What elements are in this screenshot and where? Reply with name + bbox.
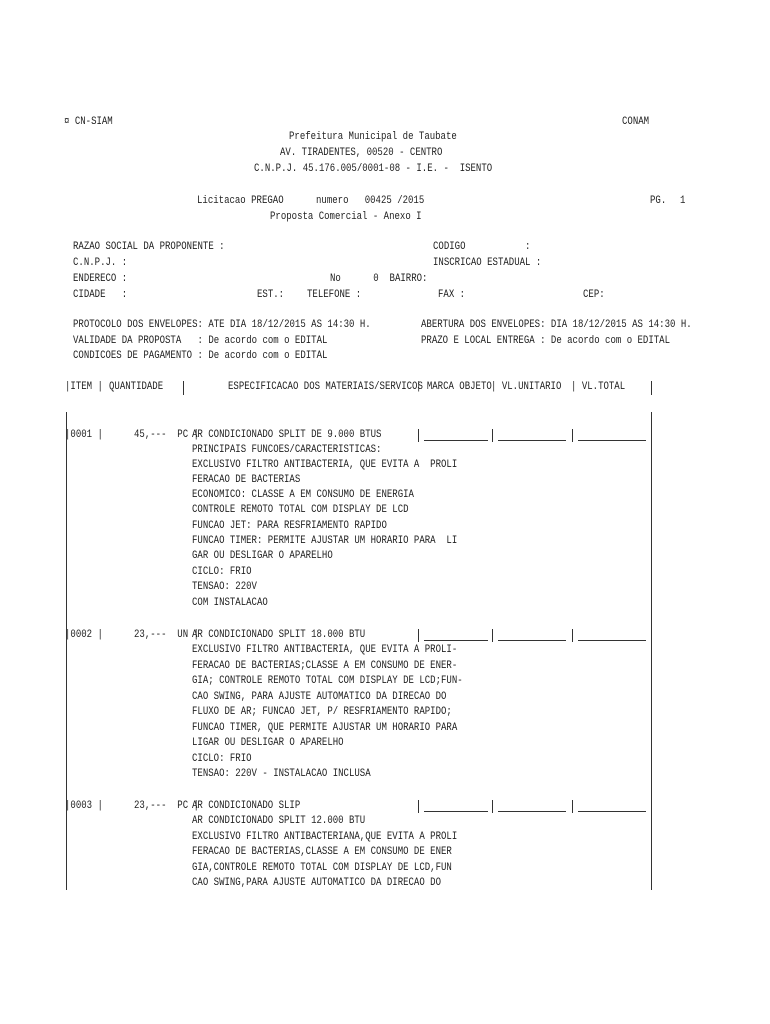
col-header-marca: | MARCA OBJETO [416, 381, 492, 393]
protocolo-line: PROTOCOLO DOS ENVELOPES: ATE DIA 18/12/2015 AS 14:30 H. [73, 319, 371, 331]
endereco-field: ENDERECO : [73, 273, 128, 285]
prazo-line: PRAZO E LOCAL ENTREGA : De acordo com o EDITAL [421, 335, 670, 347]
marca-divider [418, 800, 419, 813]
pagamento-line: CONDICOES DE PAGAMENTO : De acordo com o EDITAL [73, 350, 328, 362]
spec-line: LIGAR OU DESLIGAR O APARELHO [192, 737, 344, 749]
validade-line: VALIDADE DA PROPOSTA : De acordo com o EDITAL [73, 335, 328, 347]
spec-line: FLUXO DE AR; FUNCAO JET, P/ RESFRIAMENTO RAPIDO; [192, 706, 452, 718]
total-blank [578, 440, 646, 441]
bid-modality: Licitacao PREGAO [197, 195, 284, 207]
spec-line: FUNCAO TIMER: PERMITE AJUSTAR UM HORARIO PARA LI [192, 535, 458, 547]
unitario-blank [498, 440, 566, 441]
spec-line: GAR OU DESLIGAR O APARELHO [192, 550, 333, 562]
total-divider [572, 629, 573, 642]
marca-blank [424, 811, 488, 812]
page-number: 1 [680, 195, 686, 207]
item-quantity: 23,--- PC | [134, 800, 199, 812]
spec-line: AR CONDICIONADO SPLIT 12.000 BTU [192, 815, 366, 827]
spec-line: TENSAO: 220V - INSTALACAO INCLUSA [192, 768, 371, 780]
cep-field: CEP: [583, 289, 605, 301]
col-header-quantidade: QUANTIDADE [109, 381, 164, 393]
spec-line: AR CONDICIONADO SPLIT 18.000 BTU [192, 629, 366, 641]
cnpj-field: C.N.P.J. : [73, 257, 128, 269]
bid-subtitle: Proposta Comercial - Anexo I [270, 211, 422, 223]
spec-line: FUNCAO TIMER, QUE PERMITE AJUSTAR UM HORARIO PARA [192, 722, 458, 734]
page-label: PG. [650, 195, 667, 207]
unitario-blank [498, 811, 566, 812]
marca-blank [424, 440, 488, 441]
item-quantity: 23,--- UN | [134, 629, 199, 641]
spec-line: FERACAO DE BACTERIAS [192, 474, 301, 486]
est-field: EST.: [257, 289, 285, 301]
total-divider [572, 800, 573, 813]
spec-line: GIA; CONTROLE REMOTO TOTAL COM DISPLAY DE LCD;FUN- [192, 675, 463, 687]
item-quantity: 45,--- PC | [134, 429, 199, 441]
org-address: AV. TIRADENTES, 00520 - CENTRO [280, 147, 443, 159]
telefone-field: TELEFONE : [307, 289, 362, 301]
marca-divider [418, 629, 419, 642]
fax-field: FAX : [438, 289, 466, 301]
spec-line: FERACAO DE BACTERIAS,CLASSE A EM CONSUMO DE ENER [192, 846, 452, 858]
codigo-field: CODIGO : [433, 241, 531, 253]
item-code: |0003 | [65, 800, 103, 812]
spec-line: PRINCIPAIS FUNCOES/CARACTERISTICAS: [192, 444, 382, 456]
col-header-unitario: | VL.UNITARIO [491, 381, 562, 393]
system-label: ¤ CN-SIAM [64, 116, 113, 128]
spec-line: EXCLUSIVO FILTRO ANTIBACTERIA, QUE EVITA A PROLI [192, 459, 458, 471]
total-divider [572, 429, 573, 442]
bid-number: numero 00425 /2015 [316, 195, 425, 207]
item-code: |0001 | [65, 429, 103, 441]
spec-line: EXCLUSIVO FILTRO ANTIBACTERIA, QUE EVITA A PROLI- [192, 644, 458, 656]
vendor-label: CONAM [622, 116, 650, 128]
razao-social-field: RAZAO SOCIAL DA PROPONENTE : [73, 241, 225, 253]
col-header-item: |ITEM | [65, 381, 103, 393]
col-header-total: | VL.TOTAL [571, 381, 626, 393]
spec-line: CICLO: FRIO [192, 566, 252, 578]
spec-line: COM INSTALACAO [192, 597, 268, 609]
spec-line: CICLO: FRIO [192, 753, 252, 765]
unitario-blank [498, 640, 566, 641]
inscricao-field: INSCRICAO ESTADUAL : [433, 257, 542, 269]
spec-line: FERACAO DE BACTERIAS;CLASSE A EM CONSUMO DE ENER- [192, 660, 458, 672]
cidade-field: CIDADE : [73, 289, 128, 301]
header-divider [651, 381, 652, 395]
spec-line: CAO SWING,PARA AJUSTE AUTOMATICO DA DIRECAO DO [192, 877, 441, 889]
abertura-line: ABERTURA DOS ENVELOPES: DIA 18/12/2015 AS 14:30 H. [421, 319, 692, 331]
spec-line: TENSAO: 220V [192, 581, 257, 593]
spec-line: AR CONDICIONADO SPLIT DE 9.000 BTUS [192, 429, 382, 441]
table-right-border [651, 412, 652, 890]
unitario-divider [492, 800, 493, 813]
spec-line: CONTROLE REMOTO TOTAL COM DISPLAY DE LCD [192, 504, 409, 516]
numero-bairro-field: No 0 BAIRRO: [330, 273, 428, 285]
org-cnpj: C.N.P.J. 45.176.005/0001-08 - I.E. - ISENTO [254, 163, 493, 175]
spec-line: CAO SWING, PARA AJUSTE AUTOMATICO DA DIRECAO DO [192, 691, 447, 703]
unitario-divider [492, 629, 493, 642]
total-blank [578, 811, 646, 812]
spec-line: ECONOMICO: CLASSE A EM CONSUMO DE ENERGIA [192, 489, 414, 501]
header-divider [183, 381, 184, 395]
item-code: |0002 | [65, 629, 103, 641]
total-blank [578, 640, 646, 641]
marca-blank [424, 640, 488, 641]
spec-line: FUNCAO JET: PARA RESFRIAMENTO RAPIDO [192, 520, 387, 532]
table-left-border [66, 412, 67, 890]
org-name: Prefeitura Municipal de Taubate [289, 131, 457, 143]
col-header-especificacao: ESPECIFICACAO DOS MATERIAIS/SERVICOS [228, 381, 423, 393]
spec-line: EXCLUSIVO FILTRO ANTIBACTERIANA,QUE EVITA A PROLI [192, 831, 458, 843]
spec-line: GIA,CONTROLE REMOTO TOTAL COM DISPLAY DE LCD,FUN [192, 862, 452, 874]
marca-divider [418, 429, 419, 442]
spec-line: AR CONDICIONADO SLIP [192, 800, 301, 812]
unitario-divider [492, 429, 493, 442]
